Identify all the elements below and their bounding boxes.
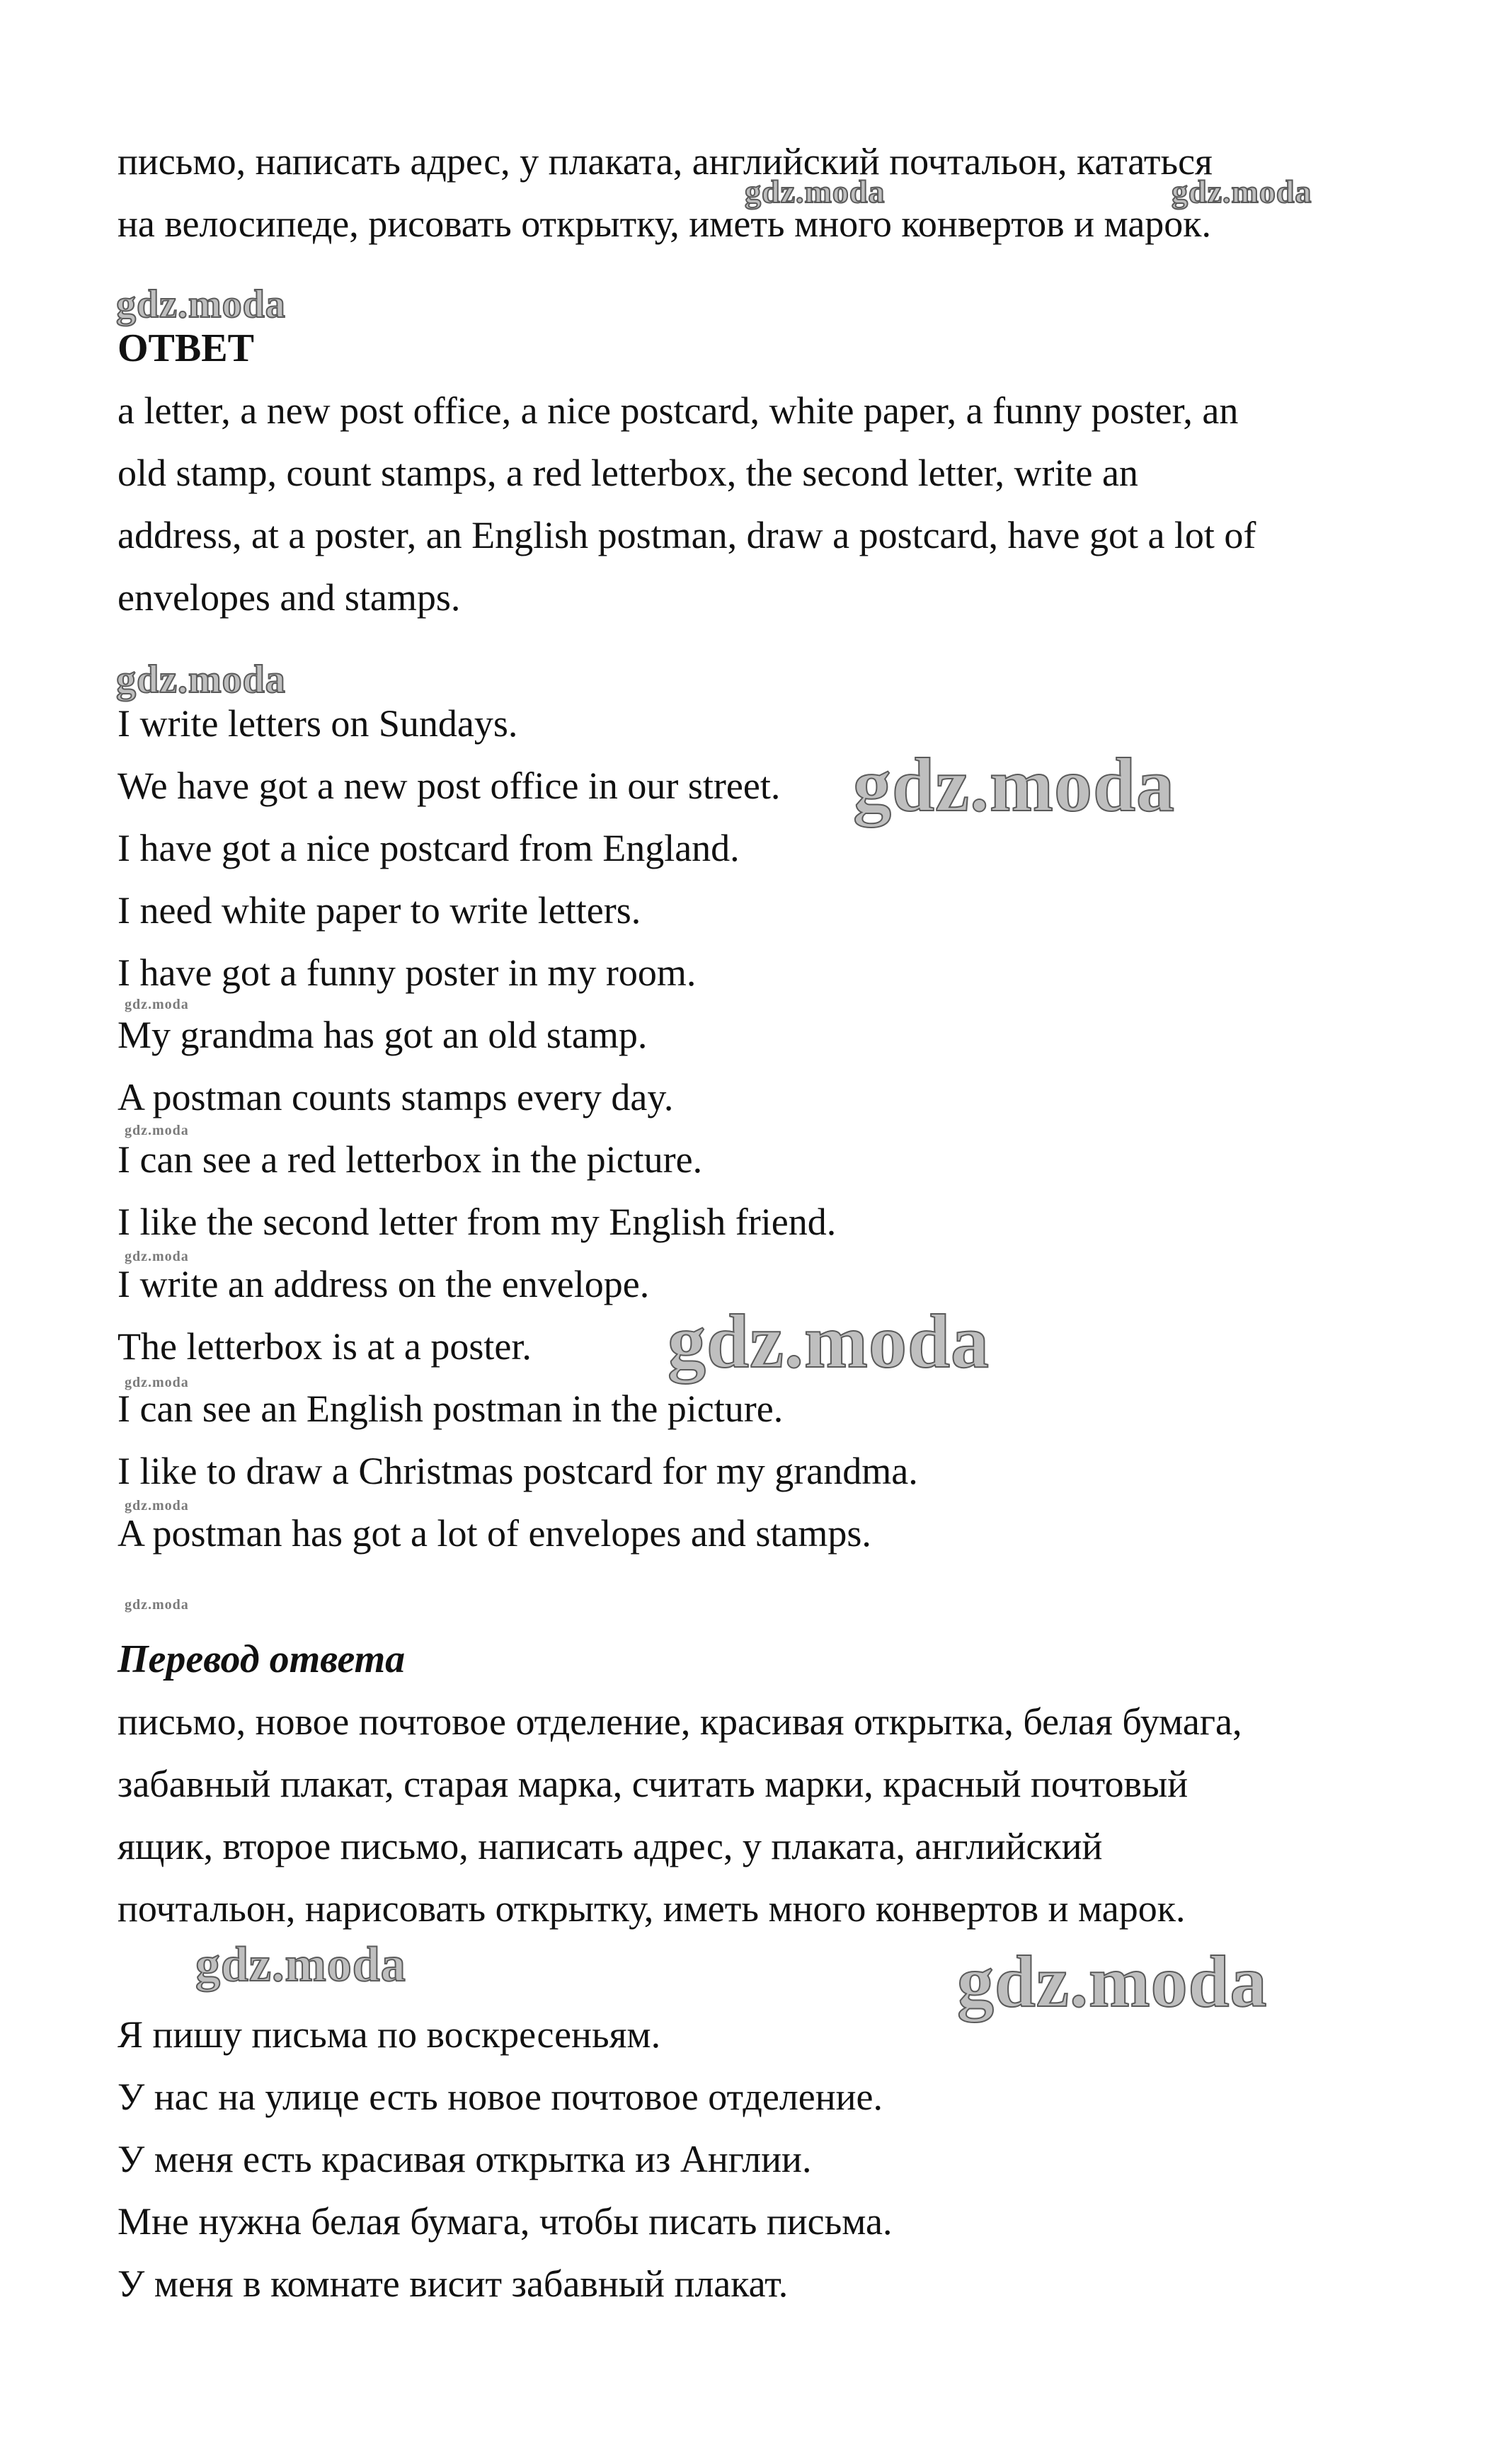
translation-phrases-line: письмо, новое почтовое отделение, красивая открытка, белая бумага,	[118, 1700, 1242, 1743]
answer-heading: ОТВЕТ	[118, 326, 254, 370]
answer-phrases-line: old stamp, count stamps, a red letterbox, the second letter, write an	[118, 452, 1138, 494]
answer-sentence: I have got a nice postcard from England.	[118, 827, 740, 869]
watermark-logo: gdz.moda	[745, 173, 886, 210]
answer-sentence: I can see an English postman in the picture.	[118, 1387, 784, 1430]
answer-sentence: A postman has got a lot of envelopes and stamps.	[118, 1512, 871, 1555]
watermark-logo: gdz.moda	[125, 1498, 189, 1513]
watermark-logo: gdz.moda	[853, 743, 1176, 828]
watermark-logo: gdz.moda	[125, 1375, 189, 1390]
watermark-logo: gdz.moda	[125, 1249, 189, 1264]
answer-phrases-line: address, at a poster, an English postman, draw a postcard, have got a lot of	[118, 514, 1256, 556]
translation-sentence: Я пишу письма по воскресеньям.	[118, 2013, 661, 2056]
watermark-logo: gdz.moda	[125, 1123, 189, 1138]
translation-sentence: Мне нужна белая бумага, чтобы писать письма.	[118, 2200, 893, 2243]
answer-sentence: We have got a new post office in our street.	[118, 765, 781, 807]
translation-phrases-line: ящик, второе письмо, написать адрес, у плаката, английский	[118, 1825, 1103, 1867]
watermark-logo: gdz.moda	[1172, 173, 1312, 210]
translation-sentence: У меня в комнате висит забавный плакат.	[118, 2262, 789, 2305]
answer-sentence: I write letters on Sundays.	[118, 702, 518, 745]
answer-sentence: I write an address on the envelope.	[118, 1263, 650, 1305]
translation-heading: Перевод ответа	[118, 1637, 406, 1681]
intro-line: на велосипеде, рисовать открытку, иметь много конвертов и марок.	[118, 202, 1212, 245]
answer-sentence: My grandma has got an old stamp.	[118, 1014, 648, 1056]
answer-sentence: A postman counts stamps every day.	[118, 1076, 674, 1118]
answer-sentence: I like the second letter from my English friend.	[118, 1201, 837, 1243]
translation-phrases-line: забавный плакат, старая марка, считать марки, красный почтовый	[118, 1763, 1189, 1805]
watermark-logo: gdz.moda	[195, 1938, 406, 1992]
watermark-logo: gdz.moda	[668, 1300, 990, 1384]
answer-sentence: I like to draw a Christmas postcard for my grandma.	[118, 1450, 918, 1492]
translation-sentence: У нас на улице есть новое почтовое отделение.	[118, 2076, 883, 2118]
answer-sentence: I have got a funny poster in my room.	[118, 951, 697, 994]
answer-sentence: I can see a red letterbox in the picture.	[118, 1138, 703, 1181]
answer-sentence: The letterbox is at a poster.	[118, 1325, 532, 1368]
watermark-logo: gdz.moda	[116, 282, 286, 326]
answer-phrases-line: a letter, a new post office, a nice postcard, white paper, a funny poster, an	[118, 389, 1239, 432]
answer-sentence: I need white paper to write letters.	[118, 889, 641, 932]
intro-line: письмо, написать адрес, у плаката, английский почтальон, кататься	[118, 140, 1213, 183]
answer-phrases-line: envelopes and stamps.	[118, 576, 461, 619]
watermark-logo: gdz.moda	[957, 1941, 1268, 2022]
translation-sentence: У меня есть красивая открытка из Англии.	[118, 2138, 812, 2180]
watermark-logo: gdz.moda	[125, 997, 189, 1012]
watermark-logo: gdz.moda	[116, 658, 286, 702]
translation-phrases-line: почтальон, нарисовать открытку, иметь много конвертов и марок.	[118, 1887, 1186, 1930]
watermark-logo: gdz.moda	[125, 1597, 189, 1613]
